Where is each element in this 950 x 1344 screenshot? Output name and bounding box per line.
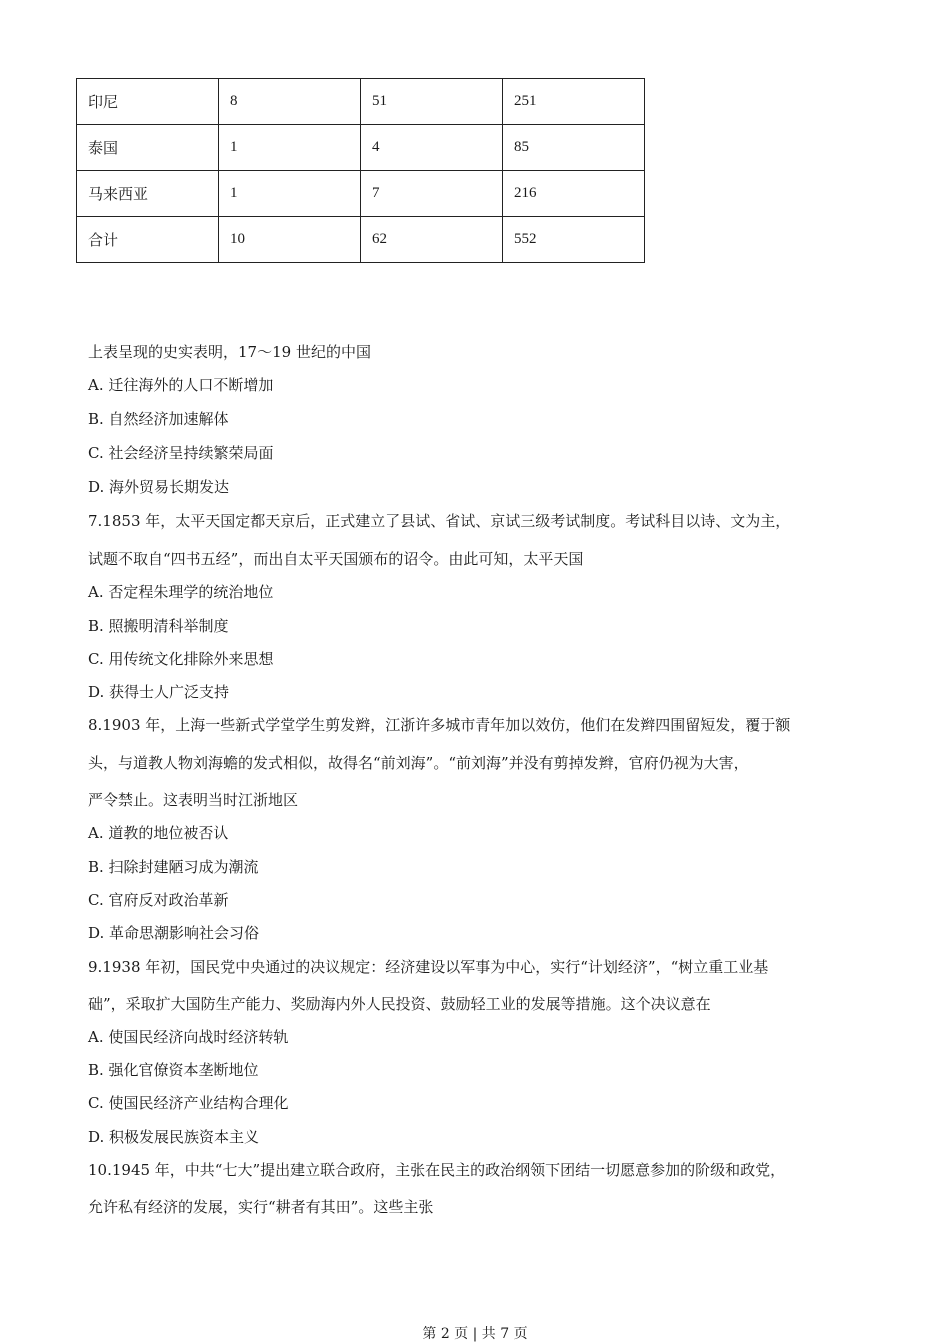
table-cell: 251: [503, 79, 645, 125]
question-line: 严令禁止。这表明当时江浙地区: [88, 791, 299, 809]
data-table: [76, 78, 645, 263]
table-row: [77, 79, 645, 125]
table-cell: 1: [219, 125, 361, 171]
answer-option: C. 社会经济呈持续繁荣局面: [88, 444, 274, 462]
question-line: 试题不取自“四书五经”，而出自太平天国颁布的诏令。由此可知，太平天国: [88, 550, 584, 568]
answer-option: B. 扫除封建陋习成为潮流: [88, 858, 259, 876]
table-row: [77, 125, 645, 171]
table-cell: 216: [503, 171, 645, 217]
answer-option: C. 用传统文化排除外来思想: [88, 650, 274, 668]
answer-option: A. 使国民经济向战时经济转轨: [88, 1028, 289, 1046]
question-line: 7.1853 年，太平天国定都天京后，正式建立了县试、省试、京试三级考试制度。考试科目以诗、文为主，: [88, 512, 791, 530]
table-cell: 4: [361, 125, 503, 171]
question-line: 上表呈现的史实表明，17～19 世纪的中国: [88, 343, 371, 361]
answer-option: C. 官府反对政治革新: [88, 891, 229, 909]
page-footer: 第 2 页 | 共 7 页: [422, 1326, 528, 1342]
answer-option: D. 革命思潮影响社会习俗: [88, 924, 260, 942]
answer-option: D. 海外贸易长期发达: [88, 478, 230, 496]
answer-option: B. 自然经济加速解体: [88, 410, 229, 428]
answer-option: A. 否定程朱理学的统治地位: [88, 583, 274, 601]
table-row: [77, 171, 645, 217]
table-cell: 印尼: [77, 79, 219, 125]
question-line: 础”，采取扩大国防生产能力、奖励海内外人民投资、鼓励轻工业的发展等措施。这个决议意在: [88, 995, 711, 1013]
answer-option: B. 照搬明清科举制度: [88, 617, 229, 635]
table-cell: 10: [219, 217, 361, 263]
table-cell: 合计: [77, 217, 219, 263]
question-line: 9.1938 年初，国民党中央通过的决议规定：经济建设以军事为中心，实行“计划经济”，“树立重工业基: [88, 958, 769, 976]
answer-option: D. 获得士人广泛支持: [88, 683, 230, 701]
question-line: 8.1903 年，上海一些新式学堂学生剪发辫，江浙许多城市青年加以效仿，他们在发辫四围留短发，覆于额: [88, 716, 791, 734]
table-cell: 552: [503, 217, 645, 263]
answer-option: A. 迁往海外的人口不断增加: [88, 376, 274, 394]
table-cell: 7: [361, 171, 503, 217]
table-cell: 62: [361, 217, 503, 263]
question-line: 头，与道教人物刘海蟾的发式相似，故得名“前刘海”。“前刘海”并没有剪掉发辫，官府仍视为大害，: [88, 754, 749, 772]
table-cell: 8: [219, 79, 361, 125]
question-line: 允许私有经济的发展，实行“耕者有其田”。这些主张: [88, 1198, 434, 1216]
answer-option: B. 强化官僚资本垄断地位: [88, 1061, 259, 1079]
table-cell: 1: [219, 171, 361, 217]
table-cell: 51: [361, 79, 503, 125]
answer-option: D. 积极发展民族资本主义: [88, 1128, 260, 1146]
table-cell: 泰国: [77, 125, 219, 171]
table-row: [77, 217, 645, 263]
table-cell: 85: [503, 125, 645, 171]
answer-option: C. 使国民经济产业结构合理化: [88, 1094, 289, 1112]
answer-option: A. 道教的地位被否认: [88, 824, 229, 842]
table-cell: 马来西亚: [77, 171, 219, 217]
question-line: 10.1945 年，中共“七大”提出建立联合政府，主张在民主的政治纲领下团结一切愿意参加的阶级和政党，: [88, 1161, 786, 1179]
